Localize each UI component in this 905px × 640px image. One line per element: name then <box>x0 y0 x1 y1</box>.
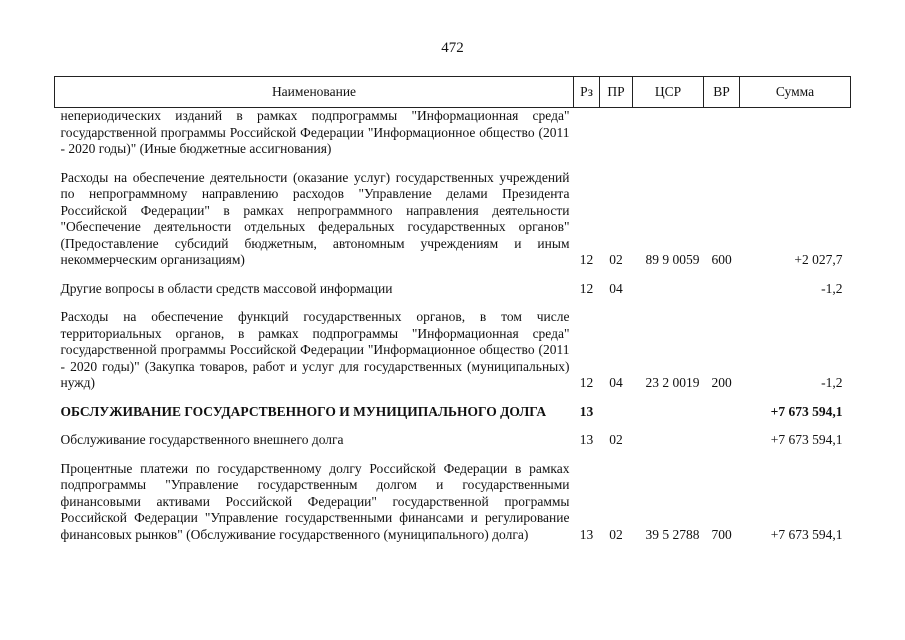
row-sum: +7 673 594,1 <box>770 403 843 419</box>
table-header-row <box>55 77 851 108</box>
row-rz: 12 <box>579 252 594 267</box>
row-rz: 13 <box>579 432 594 447</box>
row-vr <box>704 108 740 158</box>
row-pr: 02 <box>609 252 623 267</box>
row-sum <box>740 108 851 158</box>
row-vr: 600 <box>711 252 732 267</box>
table-row <box>55 461 851 544</box>
row-pr: 02 <box>609 432 623 447</box>
row-name: Процентные платежи по государственному долгу Российской Федерации в рамках подпрограммы "Управление государственным долгом и государственными финансовыми активами Российской Федерации" государственной программы Российской Федерации "Управление государственными финансами и регулирование финансовых рынков" (Обслуживание государственного (муниципального) долга) <box>60 460 570 542</box>
row-name: непериодических изданий в рамках подпрограммы "Информационная среда" государственной программы Российской Федерации "Информационное общество (2011 - 2020 годы)" (Иные бюджетные ассигнования) <box>60 108 570 156</box>
row-vr <box>704 432 740 449</box>
row-name: Другие вопросы в области средств массовой информации <box>60 280 393 296</box>
table-row <box>55 432 851 449</box>
row-name: Расходы на обеспечение функций государственных органов, в том числе территориальных органов, в рамках подпрограммы "Информационная среда" государственной программы Российской Федерации "Информационное общество (2011 - 2020 годы)" (Закупка товаров, работ и услуг для государственных (муниципальных) нужд) <box>60 309 570 390</box>
row-csr: 89 9 0059 <box>645 252 700 267</box>
row-csr <box>633 404 704 421</box>
budget-table <box>54 76 851 543</box>
column-header-csr: ЦСР <box>633 77 704 108</box>
row-rz: 12 <box>579 375 594 390</box>
row-vr <box>704 404 740 421</box>
row-name: Обслуживание государственного внешнего долга <box>60 432 344 447</box>
row-sum: +7 673 594,1 <box>770 432 843 447</box>
page-number: 472 <box>441 40 464 56</box>
column-header-name: Наименование <box>55 77 574 108</box>
row-pr: 04 <box>609 375 623 390</box>
row-sum: -1,2 <box>821 280 843 296</box>
row-rz: 13 <box>579 526 594 542</box>
row-spacer <box>55 269 851 281</box>
row-csr <box>633 281 704 298</box>
table-row <box>55 108 851 158</box>
row-vr: 700 <box>711 526 732 542</box>
row-rz: 13 <box>579 403 594 419</box>
column-header-vr: ВР <box>704 77 740 108</box>
row-spacer <box>55 158 851 170</box>
row-csr <box>633 108 704 158</box>
row-spacer <box>55 420 851 432</box>
row-pr: 04 <box>609 280 623 296</box>
row-spacer <box>55 449 851 461</box>
row-pr <box>600 108 633 158</box>
row-sum: -1,2 <box>821 375 843 390</box>
table-row <box>55 281 851 298</box>
row-vr <box>704 281 740 298</box>
table-row <box>55 404 851 421</box>
row-vr: 200 <box>711 375 732 390</box>
row-rz <box>574 108 600 158</box>
table-row <box>55 309 851 392</box>
row-csr: 23 2 0019 <box>645 375 700 390</box>
row-csr: 39 5 2788 <box>645 526 700 542</box>
row-sum: +7 673 594,1 <box>770 526 843 542</box>
column-header-sum: Сумма <box>740 77 851 108</box>
column-header-rz: Рз <box>574 77 600 108</box>
row-name: ОБСЛУЖИВАНИЕ ГОСУДАРСТВЕННОГО И МУНИЦИПАЛЬНОГО ДОЛГА <box>60 403 547 419</box>
table-row <box>55 170 851 269</box>
row-spacer <box>55 297 851 309</box>
row-sum: +2 027,7 <box>794 252 843 267</box>
row-spacer <box>55 392 851 404</box>
row-csr <box>633 432 704 449</box>
row-pr <box>600 404 633 421</box>
row-rz: 12 <box>579 280 594 296</box>
column-header-pr: ПР <box>600 77 633 108</box>
row-pr: 02 <box>609 526 623 542</box>
row-name: Расходы на обеспечение деятельности (оказание услуг) государственных учреждений по непрограммному направлению расходов "Управление делами Президента Российской Федерации" в рамках непрограммного направления деятельности "Обеспечение деятельности отдельных федеральных государственных органов" (Предоставление субсидий бюджетным, автономным учреждениям и иным некоммерческим организациям) <box>60 169 570 267</box>
